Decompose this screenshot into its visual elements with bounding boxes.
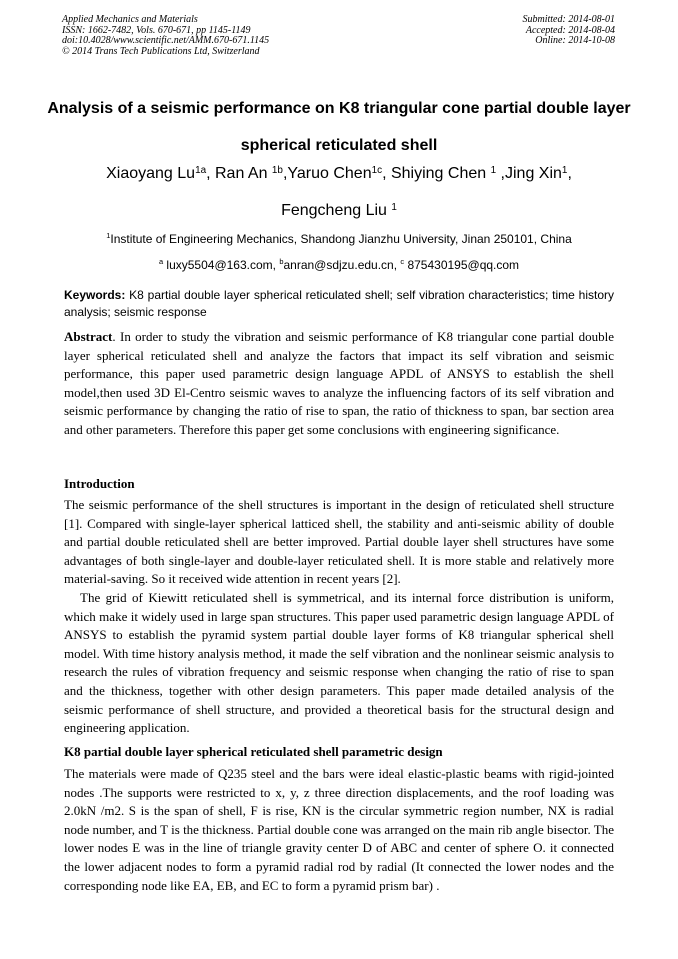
journal-issn: ISSN: 1662-7482, Vols. 670-671, pp 1145-1149 bbox=[62, 24, 251, 36]
author-affil-mark: 1 bbox=[391, 202, 397, 213]
author-affil-mark: 1c bbox=[371, 165, 383, 176]
accepted-date: Accepted: 2014-08-04 bbox=[525, 24, 615, 36]
email-mark: a bbox=[158, 257, 164, 266]
introduction-paragraph-1: The seismic performance of the shell structures is important in the design of reticulated shell structure [1]. Compared with single-layer spherical latticed shell, the stability and anti-seismic ability of double and partial double reticulated shell are better improved. Partial double layer shell structures have some advantages of both single-layer and double-layer reticulated shell. It is more stable and relatively more material-saving. So it received wide attention in recent years [2]. bbox=[64, 497, 614, 587]
author-affil-mark: 1b bbox=[271, 165, 283, 176]
journal-name: Applied Mechanics and Materials bbox=[62, 14, 198, 25]
affiliation-mark: 1 bbox=[106, 231, 111, 240]
author-name: Fengcheng Liu bbox=[281, 202, 392, 219]
journal-copyright: © 2014 Trans Tech Publications Ltd, Switzerland bbox=[62, 45, 260, 57]
author-affil-mark: 1a bbox=[195, 165, 207, 176]
affiliation bbox=[40, 231, 638, 247]
introduction-heading: Introduction bbox=[64, 476, 135, 491]
author-affil-mark: 1 bbox=[490, 165, 497, 176]
author-affil-mark: 1 bbox=[561, 165, 568, 176]
email-b: anran@sdjzu.edu.cn, bbox=[283, 258, 401, 272]
author-name: , Ran An bbox=[206, 165, 272, 182]
design-section-heading: K8 partial double layer spherical reticulated shell parametric design bbox=[64, 744, 443, 759]
keywords-text: K8 partial double layer spherical reticulated shell; self vibration characteristics; time history analysis; seismic response bbox=[64, 288, 614, 319]
affiliation-text: Institute of Engineering Mechanics, Shandong Jianzhu University, Jinan 250101, China bbox=[110, 232, 572, 246]
introduction-paragraph-2: The grid of Kiewitt reticulated shell is symmetrical, and its internal force distribution is uniform, which make it widely used in large span structures. This paper used parametric design language APDL of ANSYS to establish the pyramid system partial double layer forms of K8 triangular spherical shell model. With time history analysis method, it made the self vibration and the nonlinear seismic analysis to research the rules of vibration frequency and seismic response when changing the ratio of rise to span and the thickness, together with other design parameters. This paper made detailed analysis of the seismic performance of shell structure, and provided a theoretical basis for the structural design and engineering application. bbox=[64, 590, 614, 736]
email-mark: b bbox=[279, 257, 284, 266]
author-separator: , bbox=[567, 165, 572, 182]
online-date: Online: 2014-10-08 bbox=[535, 35, 615, 47]
author-name: ,Jing Xin bbox=[496, 165, 562, 182]
keywords bbox=[64, 287, 614, 321]
submission-dates bbox=[523, 15, 616, 47]
submitted-date: Submitted: 2014-08-01 bbox=[522, 14, 615, 25]
email-a: luxy5504@163.com, bbox=[163, 258, 280, 272]
paper-title: Analysis of a seismic performance on K8 triangular cone partial double layer spherical reticulated shell bbox=[47, 100, 631, 154]
author-name: , Shiying Chen bbox=[382, 165, 491, 182]
abstract-label: Abstract bbox=[64, 329, 113, 344]
author-emails bbox=[40, 257, 638, 273]
journal-info bbox=[62, 15, 269, 57]
design-paragraph: The materials were made of Q235 steel and the bars were ideal elastic-plastic beams with rigid-jointed nodes .The supports were restricted to x, y, z three direction displacements, and the roof loading was 2.0kN /m2. S is the span of shell, F is rise, KN is the circular symmetric region number, NX is radial node number, and T is the thickness. Partial double cone was arranged on the main rib angle bisector. The lower nodes E was in the line of triangle gravity center D of ABC and center of sphere O. it connected the lower adjacent nodes to form a pyramid radial rod by radial (It connected the lower nodes and the corresponding node like EA, EB, and EC to form a pyramid prism bar) . bbox=[64, 766, 614, 893]
author-name: ,Yaruo Chen bbox=[282, 165, 372, 182]
journal-doi: doi:10.4028/www.scientific.net/AMM.670-671.1145 bbox=[62, 35, 270, 47]
author-list bbox=[40, 155, 638, 229]
email-c: 875430195@qq.com bbox=[404, 258, 520, 272]
author-name: Xiaoyang Lu bbox=[106, 165, 196, 182]
email-mark: c bbox=[400, 257, 405, 266]
abstract bbox=[64, 328, 614, 440]
keywords-label: Keywords: bbox=[64, 288, 126, 302]
abstract-text: . In order to study the vibration and seismic performance of K8 triangular cone partial double layer spherical reticulated shell and analyze the factors that impact its self vibration and seismic performance, this paper used parametric design language APDL of ANSYS to establish the shell model,then used 3D El-Centro seismic waves to analyze the influencing factors of its self vibration and seismic performance by changing the ratio of rise to span, the ratio of thickness to span, bar section area and other parameters. Therefore this paper get some conclusions with engineering significance. bbox=[64, 329, 614, 437]
